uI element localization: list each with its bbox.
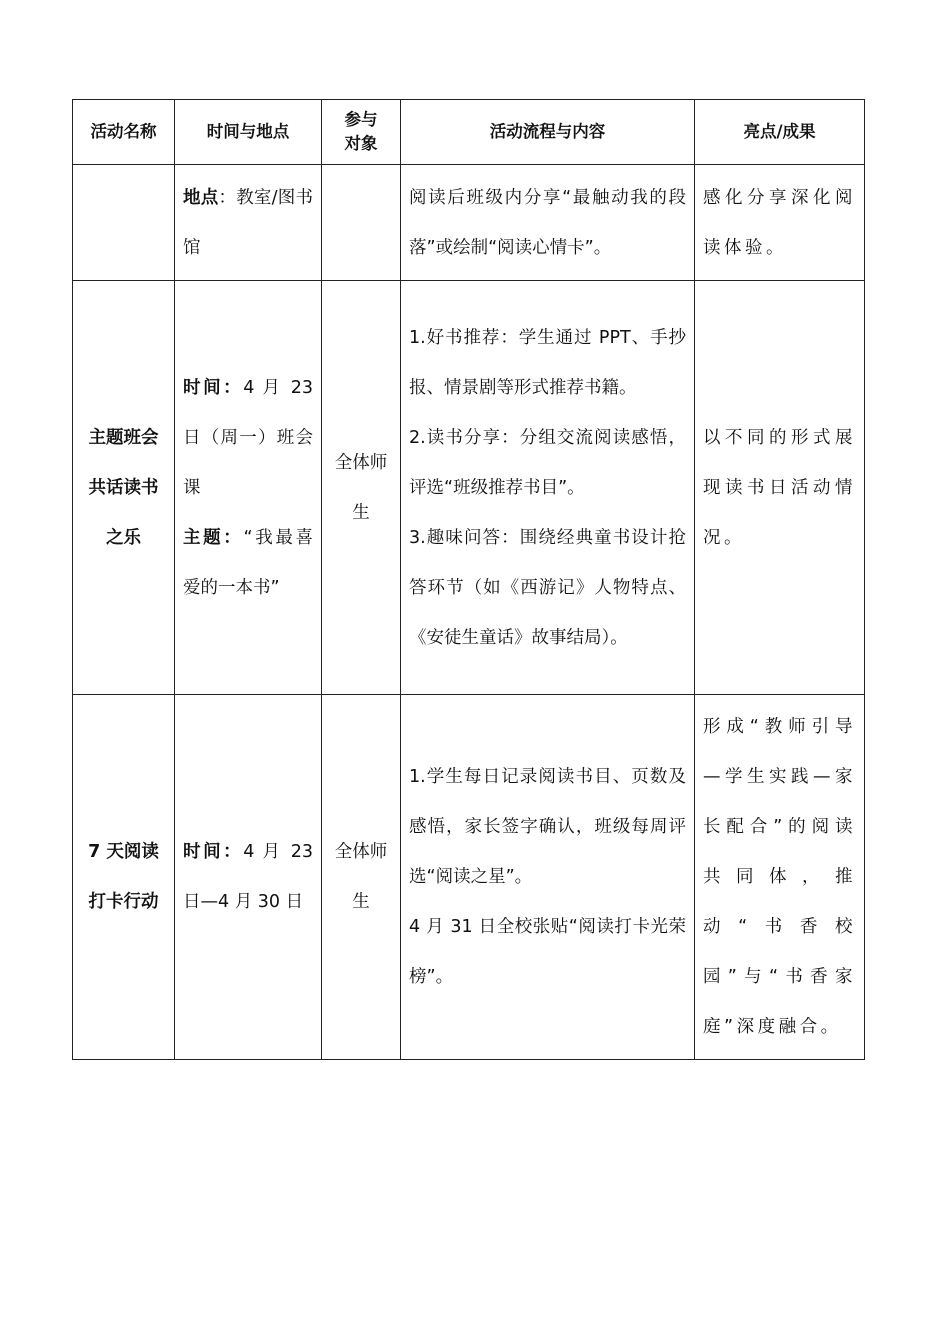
- row1-place-label: 地点: [183, 187, 219, 208]
- row2-time-value: 4 月 23 日（周一）班会课: [183, 377, 313, 498]
- row3-name: 7 天阅读打卡行动: [73, 695, 175, 1060]
- header-activity-name: 活动名称: [73, 100, 175, 165]
- header-participants: [322, 100, 401, 165]
- row3-flow-item-1: 1.学生每日记录阅读书目、页数及感悟，家长签字确认，班级每周评选“阅读之星”。: [409, 767, 686, 887]
- header-participants-line2: 对象: [344, 134, 378, 153]
- table-row: [73, 281, 865, 695]
- row1-flow: 阅读后班级内分享“最触动我的段落”或绘制“阅读心情卡”。: [401, 165, 695, 281]
- row2-flow-item-2: 2.读书分享：分组交流阅读感悟，评选“班级推荐书目”。: [409, 427, 686, 498]
- row2-time-place: [175, 281, 322, 695]
- activity-table: [72, 99, 865, 1060]
- row2-flow-item-1: 1.好书推荐：学生通过 PPT、手抄报、情景剧等形式推荐书籍。: [409, 327, 686, 398]
- row2-participants: 全体师生: [322, 281, 401, 695]
- row3-result: 形成“教师引导—学生实践—家长配合”的阅读共同体，推动“书香校园”与“书香家庭”深度融合。: [695, 695, 865, 1060]
- header-flow-content: 活动流程与内容: [401, 100, 695, 165]
- table-header-row: [73, 100, 865, 165]
- table-row: [73, 695, 865, 1060]
- header-highlights: 亮点/成果: [695, 100, 865, 165]
- row2-flow: [401, 281, 695, 695]
- row1-place-value: 教室/图书馆: [183, 187, 314, 258]
- row1-time-place: [175, 165, 322, 281]
- row1-participants: [322, 165, 401, 281]
- row1-place-sep: ：: [218, 187, 237, 208]
- row3-time-place: [175, 695, 322, 1060]
- row2-theme-label: 主题：: [183, 527, 244, 548]
- row2-result: 以不同的形式展现读书日活动情况。: [695, 281, 865, 695]
- row1-name: [73, 165, 175, 281]
- row2-time-label: 时间：: [183, 377, 244, 398]
- row3-time-label: 时间：: [183, 842, 244, 862]
- row3-time-value: 4 月 23 日—4 月 30 日: [183, 842, 313, 912]
- row2-theme-value: “我最喜爱的一本书”: [183, 527, 313, 598]
- table-row: [73, 165, 865, 281]
- row3-flow: [401, 695, 695, 1060]
- header-time-place: 时间与地点: [175, 100, 322, 165]
- row1-result: 感化分享深化阅读体验。: [695, 165, 865, 281]
- row3-participants: 全体师生: [322, 695, 401, 1060]
- header-participants-line1: 参与: [344, 110, 378, 129]
- row2-name: 主题班会共话读书之乐: [73, 281, 175, 695]
- row2-flow-item-3: 3.趣味问答：围绕经典童书设计抢答环节（如《西游记》人物特点、《安徒生童话》故事结局）。: [409, 527, 686, 648]
- row3-flow-item-2: 4 月 31 日全校张贴“阅读打卡光荣榜”。: [409, 917, 686, 987]
